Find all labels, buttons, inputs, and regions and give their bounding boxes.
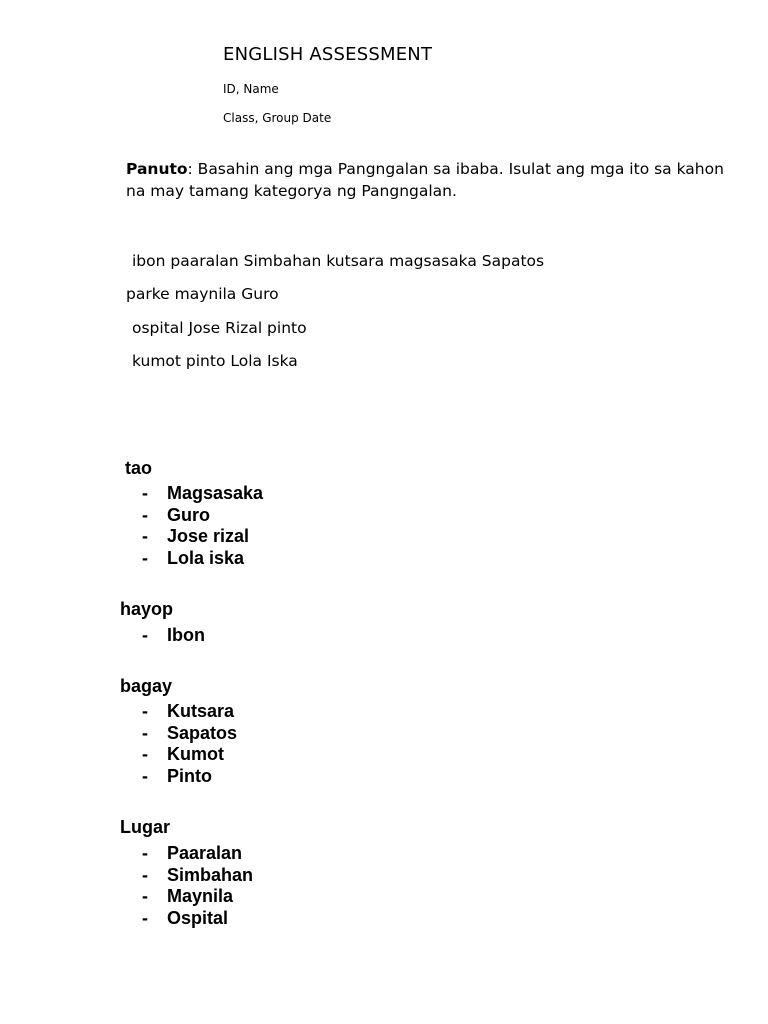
list-item: [142, 483, 263, 505]
list-item: [142, 505, 263, 527]
dash-bullet: -: [142, 526, 148, 546]
word-bank-line: ibon paaralan Simbahan kutsara magsasaka Sapatos: [132, 252, 545, 270]
dash-bullet: -: [142, 886, 148, 906]
category-heading-bagay: bagay: [120, 676, 173, 696]
list-item-text: Sapatos: [167, 722, 238, 743]
list-item-text: Simbahan: [167, 864, 254, 885]
list-item-text: Kumot: [167, 744, 224, 764]
dash-bullet: -: [142, 843, 148, 863]
dash-bullet: -: [142, 625, 148, 645]
list-item: [142, 843, 253, 865]
category-list-lugar: [142, 843, 253, 929]
list-item-text: Guro: [167, 504, 210, 525]
list-item-text: Ospital: [167, 907, 229, 928]
list-item: [142, 744, 237, 766]
list-item: [142, 548, 263, 570]
dash-bullet: -: [142, 547, 148, 568]
list-item-text: Magsasaka: [167, 483, 264, 503]
list-item: [142, 766, 237, 788]
list-item-text: Lola iska: [167, 547, 245, 568]
dash-bullet: -: [142, 864, 148, 885]
list-item: [142, 526, 263, 548]
list-item-text: Ibon: [167, 625, 205, 645]
dash-bullet: -: [142, 483, 148, 503]
id-name-line: ID, Name: [223, 82, 279, 96]
list-item-text: Paaralan: [167, 843, 243, 863]
category-heading-lugar: Lugar: [120, 817, 171, 837]
category-heading-hayop: hayop: [120, 599, 174, 619]
list-item-text: Pinto: [167, 765, 212, 786]
list-item: [142, 723, 237, 745]
list-item-text: Kutsara: [167, 701, 235, 721]
list-item: [142, 908, 253, 930]
dash-bullet: -: [142, 907, 148, 928]
word-bank-line: parke maynila Guro: [126, 285, 279, 303]
dash-bullet: -: [142, 744, 148, 764]
class-group-date-line: Class, Group Date: [223, 111, 332, 125]
dash-bullet: -: [142, 701, 148, 721]
list-item-text: Maynila: [167, 886, 234, 906]
dash-bullet: -: [142, 765, 148, 786]
category-heading-tao: tao: [125, 458, 152, 478]
list-item-text: Jose rizal: [167, 526, 250, 546]
instructions: [126, 158, 726, 202]
dash-bullet: -: [142, 722, 148, 743]
word-bank-line: ospital Jose Rizal pinto: [132, 319, 307, 337]
word-bank-line: kumot pinto Lola Iska: [132, 352, 298, 370]
page-title: ENGLISH ASSESSMENT: [223, 44, 433, 65]
category-list-tao: [142, 483, 263, 569]
instructions-text: : Basahin ang mga Pangngalan sa ibaba. Isulat ang mga ito sa kahon na may tamang kategorya ng Pangngalan.: [126, 160, 724, 200]
dash-bullet: -: [142, 504, 148, 525]
list-item: [142, 701, 237, 723]
list-item: [142, 865, 253, 887]
category-list-hayop: [142, 625, 205, 647]
instructions-label: Panuto: [126, 160, 188, 178]
list-item: [142, 625, 205, 647]
category-list-bagay: [142, 701, 237, 787]
list-item: [142, 886, 253, 908]
